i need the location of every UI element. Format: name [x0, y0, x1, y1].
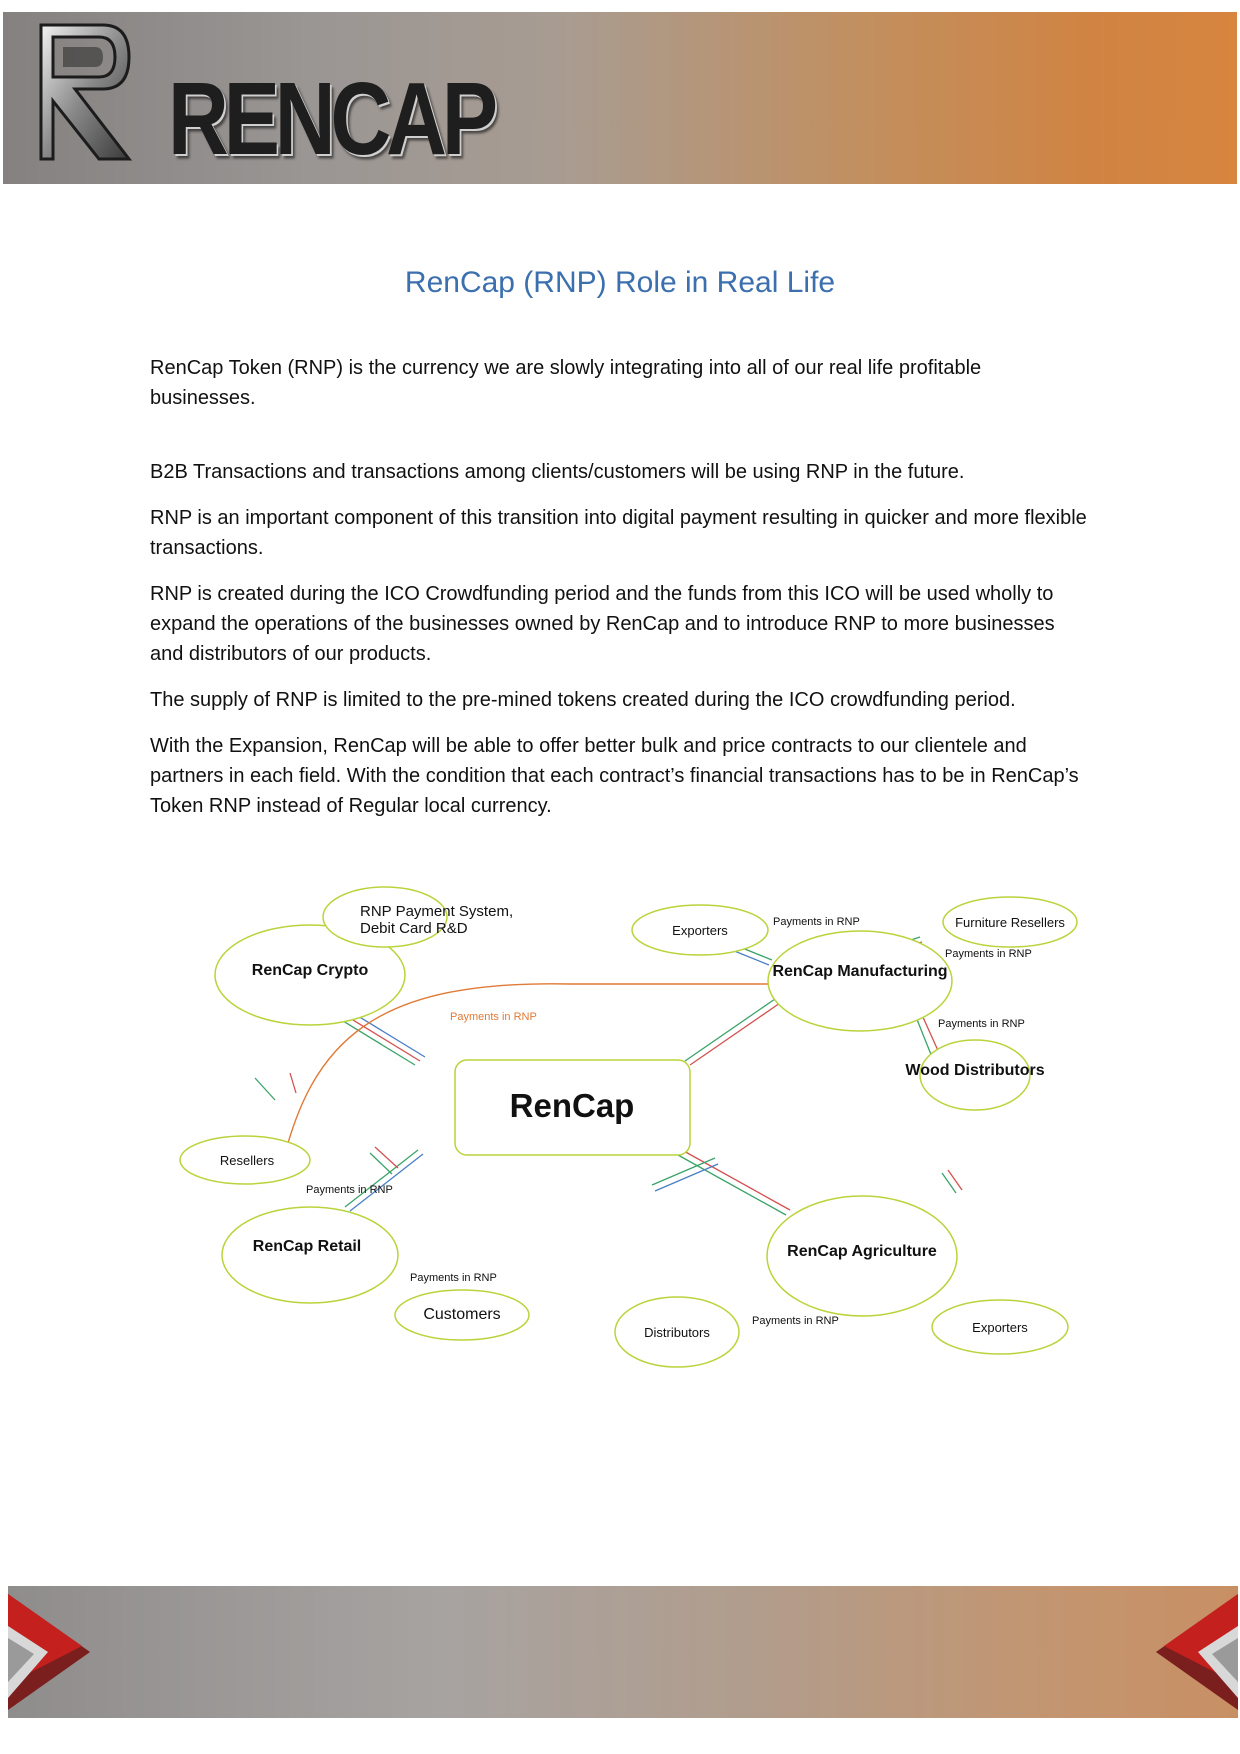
node-label-crypto: RenCap Crypto	[251, 962, 369, 979]
node-label-payment-system-2: Debit Card R&D	[360, 920, 468, 937]
payment-label: Payments in RNP	[945, 948, 1032, 960]
node-label-exporters-bottom: Exporters	[972, 1320, 1028, 1335]
paragraph: RenCap Token (RNP) is the currency we are slowly integrating into all of our real life profitable businesses.	[150, 357, 982, 409]
payment-label: Payments in RNP	[938, 1018, 1025, 1030]
left-arrow-icon	[8, 1586, 98, 1718]
payment-label-orange: Payments in RNP	[450, 1011, 537, 1023]
node-label-agriculture: RenCap Agriculture	[787, 1243, 937, 1260]
center-label: RenCap	[509, 1087, 635, 1124]
payment-label: Payments in RNP	[773, 916, 860, 928]
logo-wordmark: RENCAP	[168, 60, 493, 177]
node-label-furniture-resellers: Furniture Resellers	[955, 915, 1065, 930]
paragraph: RNP is an important component of this transition into digital payment resulting in quicker and more flexible transactions.	[150, 507, 1087, 559]
node-label-customers: Customers	[423, 1306, 501, 1323]
payment-label: Payments in RNP	[410, 1272, 497, 1284]
node-ellipse-manufacturing	[768, 931, 952, 1031]
paragraph: The supply of RNP is limited to the pre-mined tokens created during the ICO crowdfunding period.	[150, 689, 1016, 711]
payment-label: Payments in RNP	[752, 1315, 839, 1327]
rencap-logo	[33, 17, 493, 177]
body-text	[150, 353, 1090, 837]
node-label-payment-system-1: RNP Payment System,	[360, 903, 514, 920]
node-label-distributors: Distributors	[644, 1325, 710, 1340]
node-label-exporters-top: Exporters	[672, 923, 728, 938]
node-label-retail: RenCap Retail	[252, 1238, 362, 1255]
node-label-manufacturing: RenCap Manufacturing	[772, 963, 948, 980]
page-title: RenCap (RNP) Role in Real Life	[404, 266, 836, 299]
rencap-ecosystem-diagram	[170, 885, 1090, 1385]
node-label-resellers: Resellers	[219, 1153, 275, 1168]
header-banner	[3, 12, 1237, 184]
footer-banner	[8, 1586, 1238, 1718]
node-ellipse-retail	[222, 1207, 398, 1303]
node-label-wood-distributors: Wood Distributors	[905, 1062, 1045, 1079]
paragraph: RNP is created during the ICO Crowdfunding period and the funds from this ICO will be used wholly to expand the operations of the businesses owned by RenCap and to introduce RNP to more businesses and distributors of our products.	[150, 583, 1055, 665]
right-arrow-icon	[1148, 1586, 1238, 1718]
paragraph: B2B Transactions and transactions among clients/customers will be using RNP in the future.	[150, 461, 965, 483]
payment-label: Payments in RNP	[306, 1184, 393, 1196]
paragraph: With the Expansion, RenCap will be able to offer better bulk and price contracts to our clientele and partners in each field. With the condition that each contract’s financial transactions has to be in RenCap’s Token RNP instead of Regular local currency.	[150, 735, 1079, 817]
